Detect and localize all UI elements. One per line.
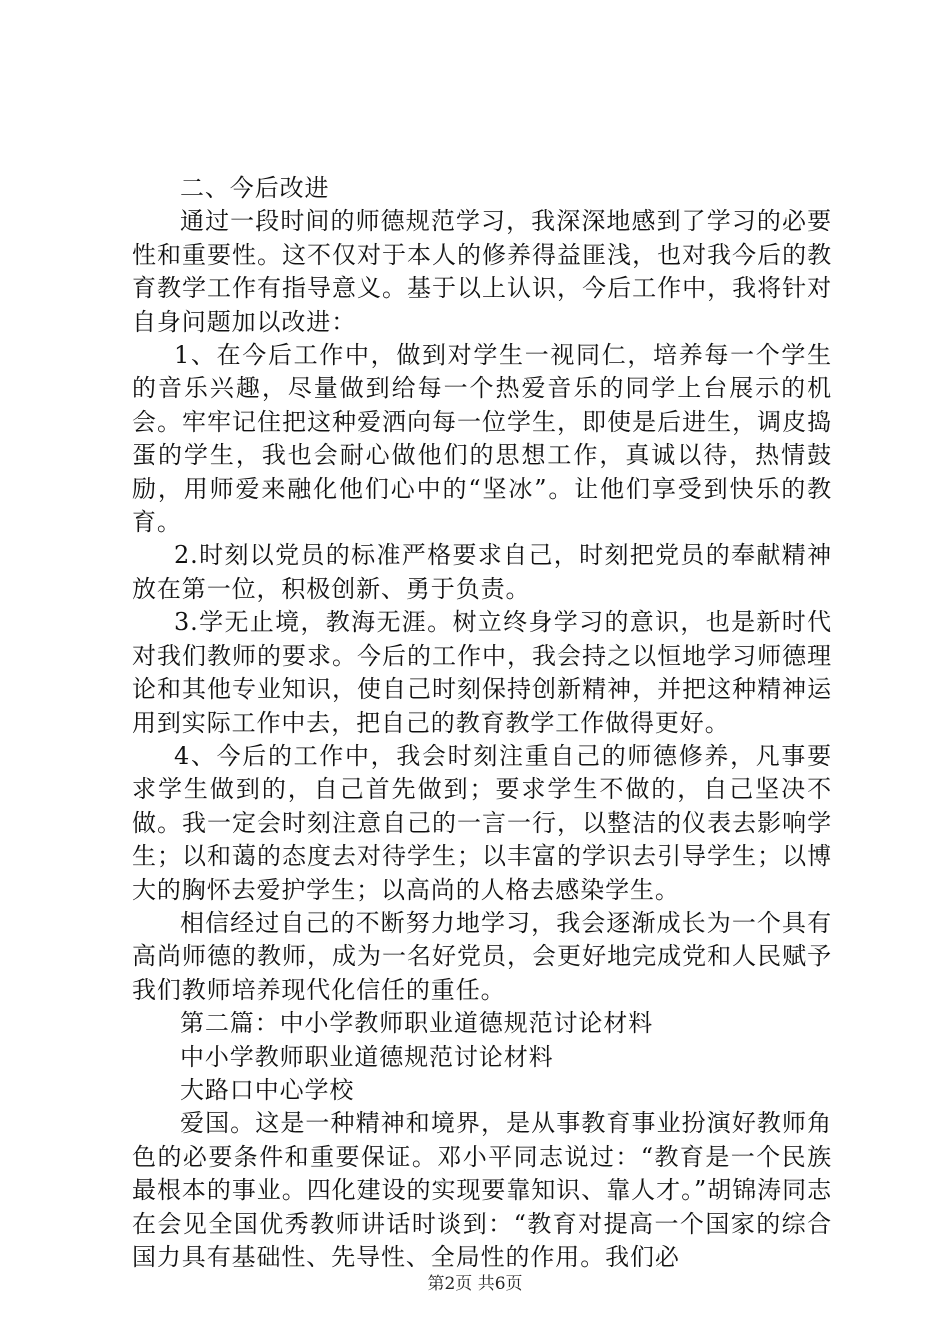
school-name: 大路口中心学校: [180, 1075, 355, 1104]
paragraph-item-4: 4、今后的工作中，我会时刻注重自己的师德修养，凡事要求学生做到的，自己首先做到；要求学生不做的，自己坚决不做。我一定会时刻注意自己的一言一行，以整洁的仪表去影响学生；以和蔼的态度去对待学生；以丰富的学识去引导学生；以博大的胸怀去爱护学生；以高尚的人格去感染学生。: [132, 741, 832, 904]
paragraph-intro: 通过一段时间的师德规范学习，我深深地感到了学习的必要性和重要性。这不仅对于本人的修养得益匪浅，也对我今后的教育教学工作有指导意义。基于以上认识，今后工作中，我将针对自身问题加以改进：: [132, 207, 832, 336]
page-footer: 第2页 共6页: [427, 1274, 523, 1294]
document-title: 中小学教师职业道德规范讨论材料: [180, 1042, 554, 1071]
paragraph-patriotism: 爱国。这是一种精神和境界，是从事教育事业扮演好教师角色的必要条件和重要保证。邓小平同志说过：“教育是一个民族最根本的事业。四化建设的实现要靠知识、靠人才。”胡锦涛同志在会见全国优秀教师讲话时谈到：“教育对提高一个国家的综合国力具有基础性、先导性、全局性的作用。我们必: [132, 1109, 832, 1271]
chapter-title: 第二篇：中小学教师职业道德规范讨论材料: [180, 1009, 654, 1038]
paragraph-conclusion: 相信经过自己的不断努力地学习，我会逐渐成长为一个具有高尚师德的教师，成为一名好党员，会更好地完成党和人民赋予我们教师培养现代化信任的重任。: [132, 908, 832, 1004]
section-heading: 二、今后改进: [180, 174, 330, 202]
document-body: [132, 172, 832, 1274]
paragraph-item-1: 1、在今后工作中，做到对学生一视同仁，培养每一个学生的音乐兴趣，尽量做到给每一个热爱音乐的同学上台展示的机会。牢牢记住把这种爱洒向每一位学生，即使是后进生，调皮捣蛋的学生，我也会耐心做他们的思想工作，真诚以待，热情鼓励，用师爱来融化他们心中的“坚冰”。让他们享受到快乐的教育。: [132, 341, 832, 537]
paragraph-item-3: 3.学无止境，教海无涯。树立终身学习的意识，也是新时代对我们教师的要求。今后的工作中，我会持之以恒地学习师德理论和其他专业知识，使自己时刻保持创新精神，并把这种精神运用到实际工作中去，把自己的教育教学工作做得更好。: [132, 608, 832, 737]
paragraph-item-2: 2.时刻以党员的标准严格要求自己，时刻把党员的奉献精神放在第一位，积极创新、勇于负责。: [132, 541, 832, 603]
